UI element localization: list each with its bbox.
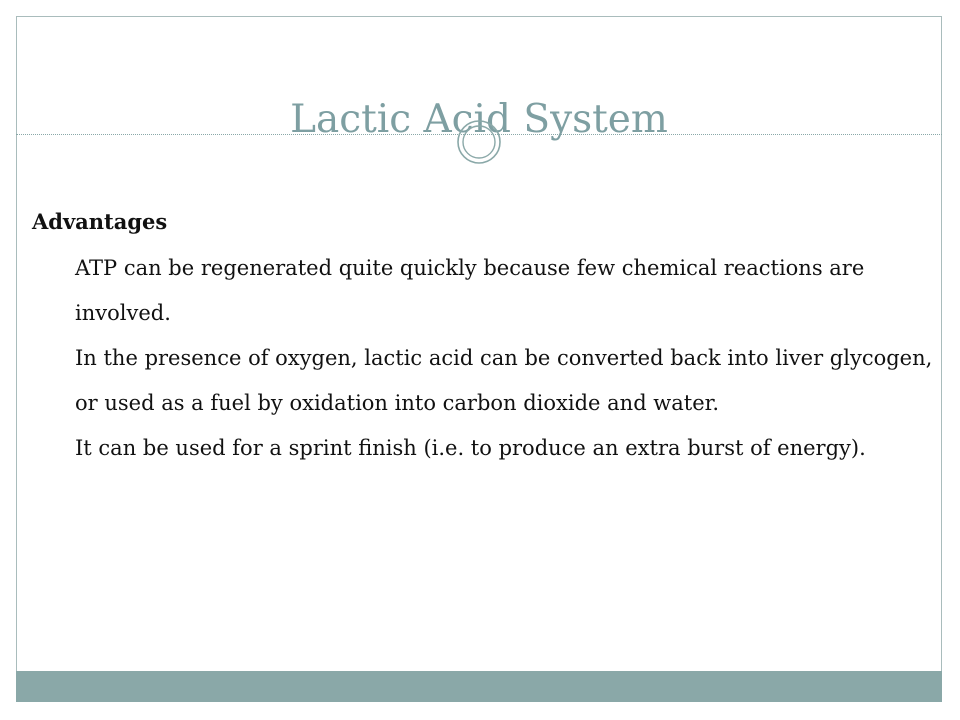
paragraph-oxygen: In the presence of oxygen, lactic acid can be converted back into liver glycogen, or used as a fuel by oxidation into carbon dioxide and water. xyxy=(75,346,933,415)
paragraph-atp: ATP can be regenerated quite quickly because few chemical reactions are involved. xyxy=(75,256,865,325)
section-heading: Advantages xyxy=(32,209,168,234)
slide-title: Lactic Acid System xyxy=(290,97,668,142)
slide-body xyxy=(32,198,937,471)
circle-ornament-icon xyxy=(456,119,502,165)
paragraph-sprint: It can be used for a sprint finish (i.e. to produce an extra burst of energy). xyxy=(75,436,866,460)
footer-bar xyxy=(16,671,942,702)
